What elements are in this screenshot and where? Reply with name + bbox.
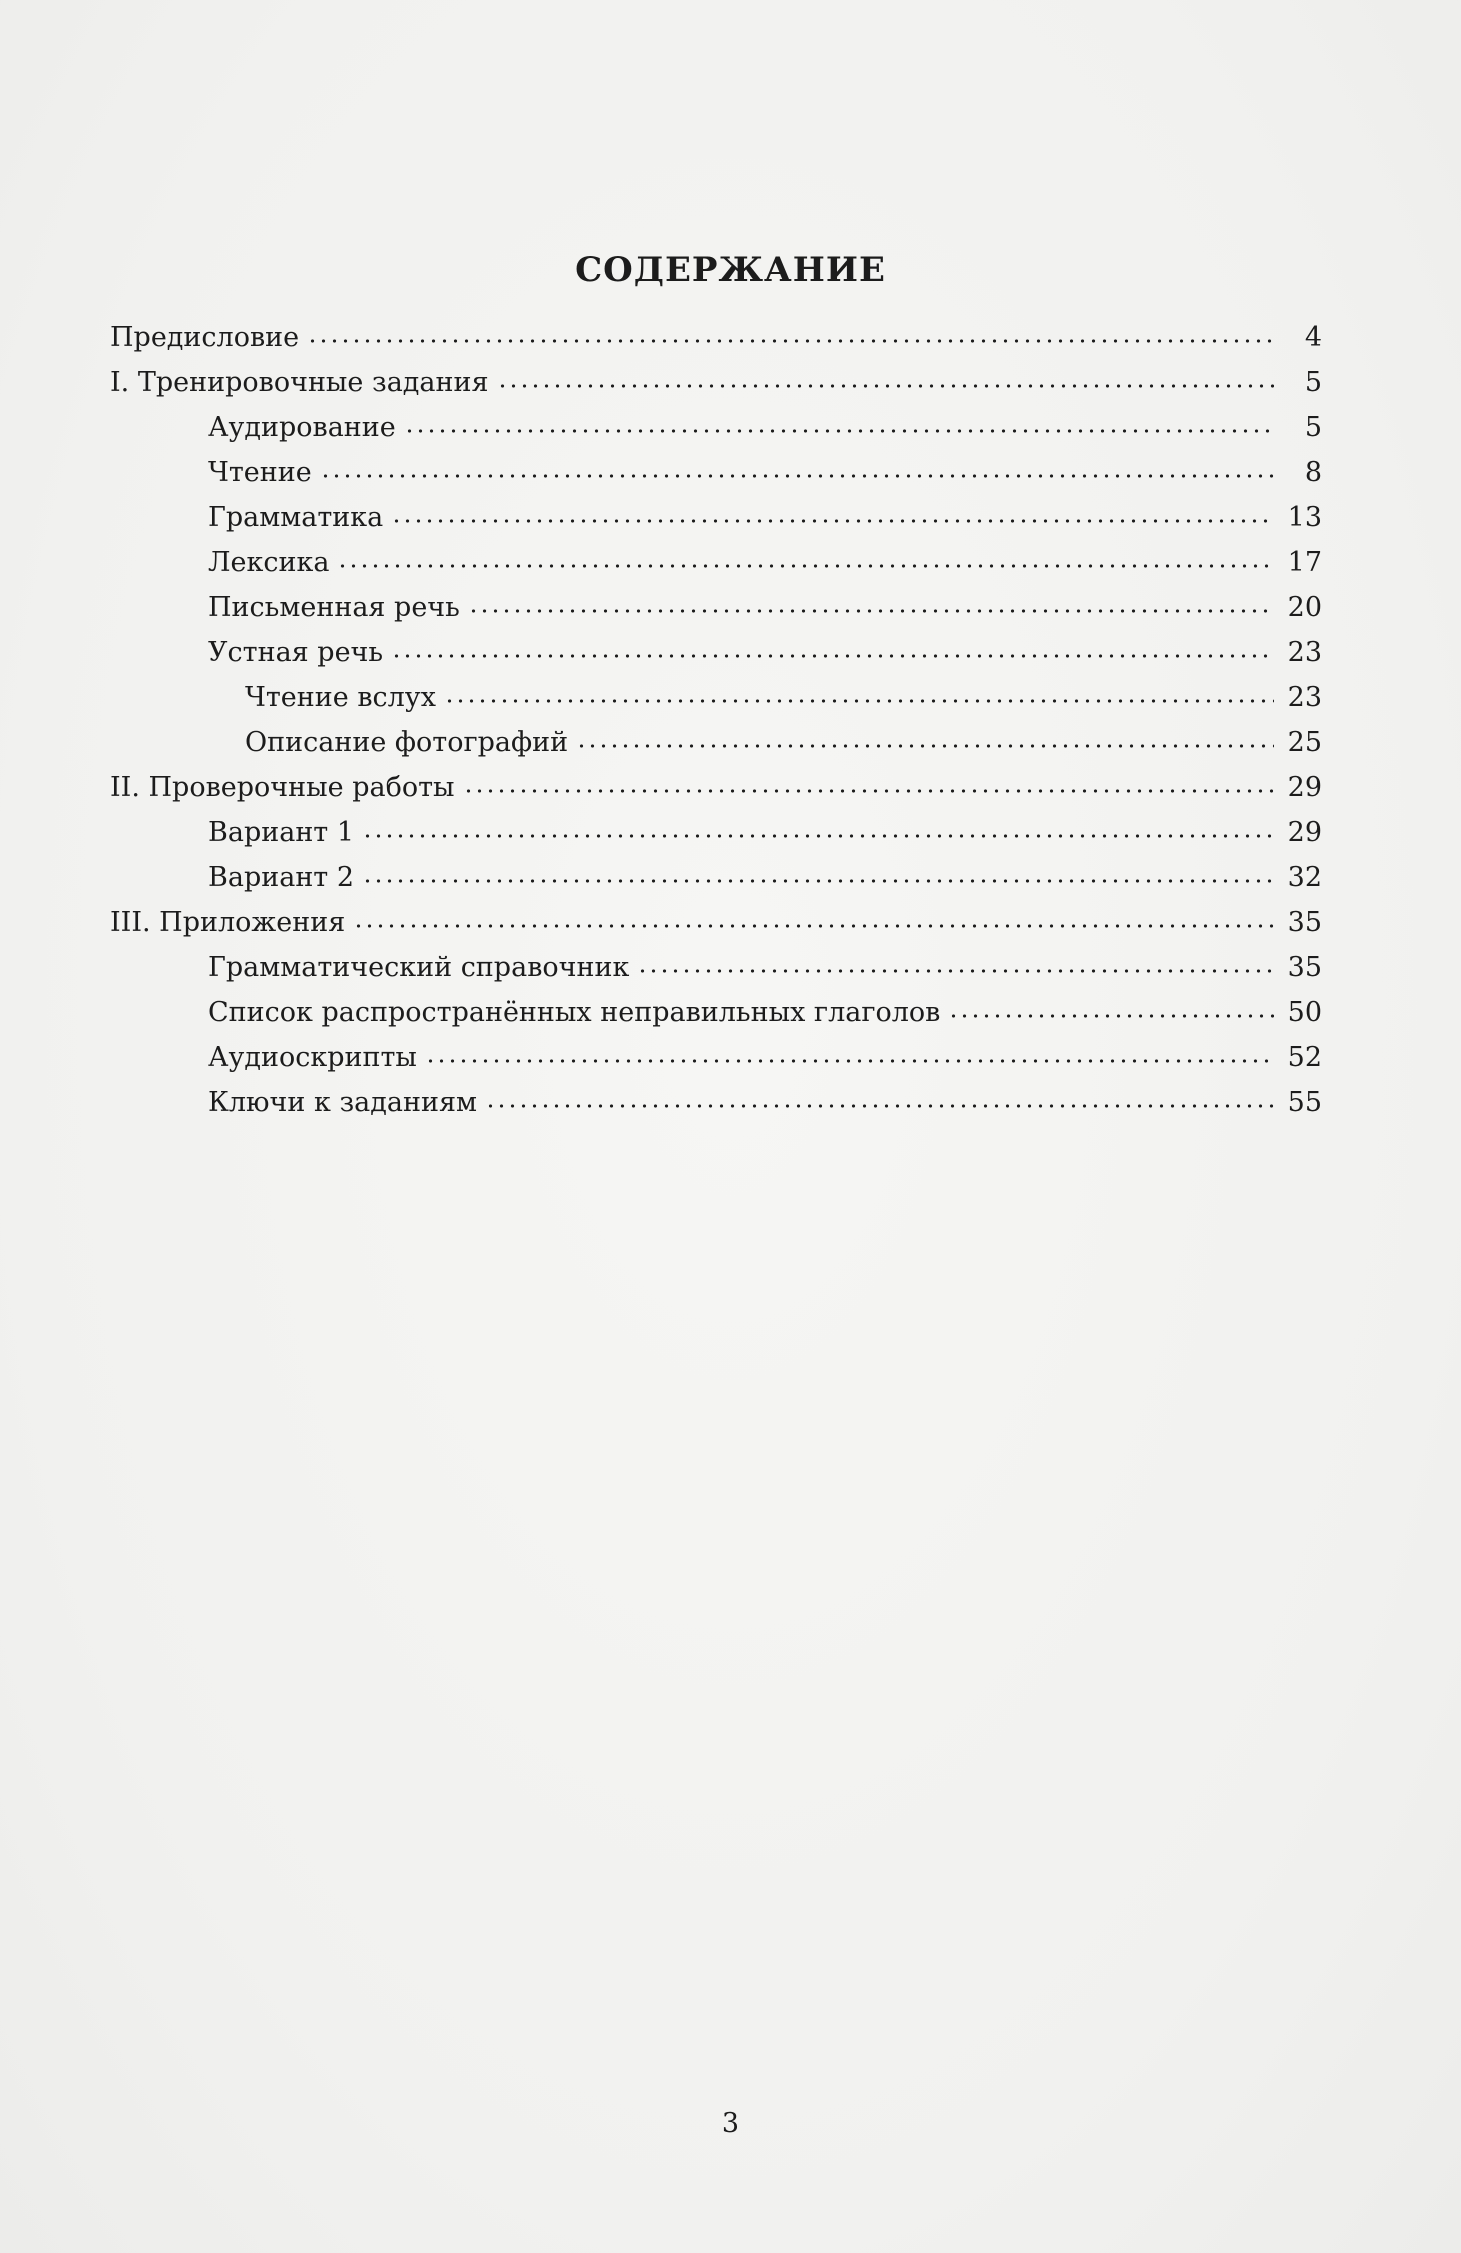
toc-leader-dots	[948, 995, 1274, 1019]
toc-entry	[110, 682, 1322, 727]
toc-entry-page: 5	[1304, 367, 1322, 399]
toc-entry	[110, 1087, 1322, 1132]
toc-leader-dots	[353, 905, 1274, 929]
toc-entry-page: 55	[1287, 1087, 1322, 1119]
toc-entry	[110, 547, 1322, 592]
toc-entry-page: 8	[1304, 457, 1322, 489]
toc-entry	[110, 502, 1322, 547]
toc-leader-dots	[425, 1040, 1274, 1064]
toc-leader-dots	[468, 590, 1274, 614]
toc-entry-label: I. Тренировочные задания	[110, 367, 489, 399]
table-of-contents	[110, 322, 1322, 1132]
toc-leader-dots	[576, 725, 1274, 749]
toc-entry	[110, 412, 1322, 457]
toc-entry-label: Вариант 2	[208, 862, 355, 894]
toc-leader-dots	[391, 500, 1274, 524]
toc-leader-dots	[362, 815, 1274, 839]
toc-entry-label: Письменная речь	[208, 592, 460, 624]
toc-leader-dots	[444, 680, 1274, 704]
toc-entry-page: 23	[1287, 637, 1322, 669]
toc-entry	[110, 772, 1322, 817]
toc-entry-page: 29	[1287, 772, 1322, 804]
toc-entry-label: Устная речь	[208, 637, 384, 669]
toc-leader-dots	[485, 1085, 1274, 1109]
toc-entry	[110, 592, 1322, 637]
toc-entry-page: 13	[1287, 502, 1322, 534]
toc-entry-label: III. Приложения	[110, 907, 346, 939]
toc-entry-label: Ключи к заданиям	[208, 1087, 478, 1119]
toc-entry	[110, 862, 1322, 907]
toc-leader-dots	[637, 950, 1274, 974]
toc-entry-page: 29	[1287, 817, 1322, 849]
toc-entry-label: Вариант 1	[208, 817, 355, 849]
toc-leader-dots	[337, 545, 1274, 569]
toc-entry	[110, 997, 1322, 1042]
toc-leader-dots	[320, 455, 1274, 479]
toc-entry	[110, 1042, 1322, 1087]
toc-entry-label: Аудиоскрипты	[208, 1042, 417, 1074]
toc-leader-dots	[497, 365, 1274, 389]
toc-entry-label: Лексика	[208, 547, 330, 579]
toc-entry-page: 52	[1287, 1042, 1322, 1074]
toc-entry-label: Описание фотографий	[245, 727, 569, 759]
toc-entry	[110, 817, 1322, 862]
toc-entry-label: Предисловие	[110, 322, 300, 354]
toc-entry-page: 35	[1287, 952, 1322, 984]
toc-entry-page: 17	[1287, 547, 1322, 579]
toc-leader-dots	[391, 635, 1274, 659]
toc-entry-page: 50	[1287, 997, 1322, 1029]
toc-entry	[110, 367, 1322, 412]
toc-leader-dots	[362, 860, 1274, 884]
toc-entry-page: 4	[1304, 322, 1322, 354]
toc-entry-page: 20	[1287, 592, 1322, 624]
page-number: 3	[721, 2108, 740, 2139]
toc-entry-label: Аудирование	[208, 412, 396, 444]
toc-entry-label: Чтение вслух	[245, 682, 436, 714]
toc-entry-page: 5	[1304, 412, 1322, 444]
toc-entry	[110, 727, 1322, 772]
toc-entry-page: 23	[1287, 682, 1322, 714]
toc-entry	[110, 907, 1322, 952]
toc-leader-dots	[307, 320, 1274, 344]
toc-entry	[110, 457, 1322, 502]
toc-entry-page: 25	[1287, 727, 1322, 759]
toc-entry	[110, 952, 1322, 997]
toc-entry-page: 32	[1287, 862, 1322, 894]
toc-entry-label: Чтение	[208, 457, 312, 489]
page-title: СОДЕРЖАНИЕ	[575, 250, 886, 290]
toc-entry-label: Грамматический справочник	[208, 952, 630, 984]
toc-entry-label: Список распространённых неправильных глаголов	[208, 997, 941, 1029]
toc-entry-label: Грамматика	[208, 502, 384, 534]
toc-leader-dots	[404, 410, 1274, 434]
toc-entry	[110, 322, 1322, 367]
toc-leader-dots	[463, 770, 1274, 794]
toc-entry-label: II. Проверочные работы	[110, 772, 455, 804]
toc-entry	[110, 637, 1322, 682]
toc-entry-page: 35	[1287, 907, 1322, 939]
